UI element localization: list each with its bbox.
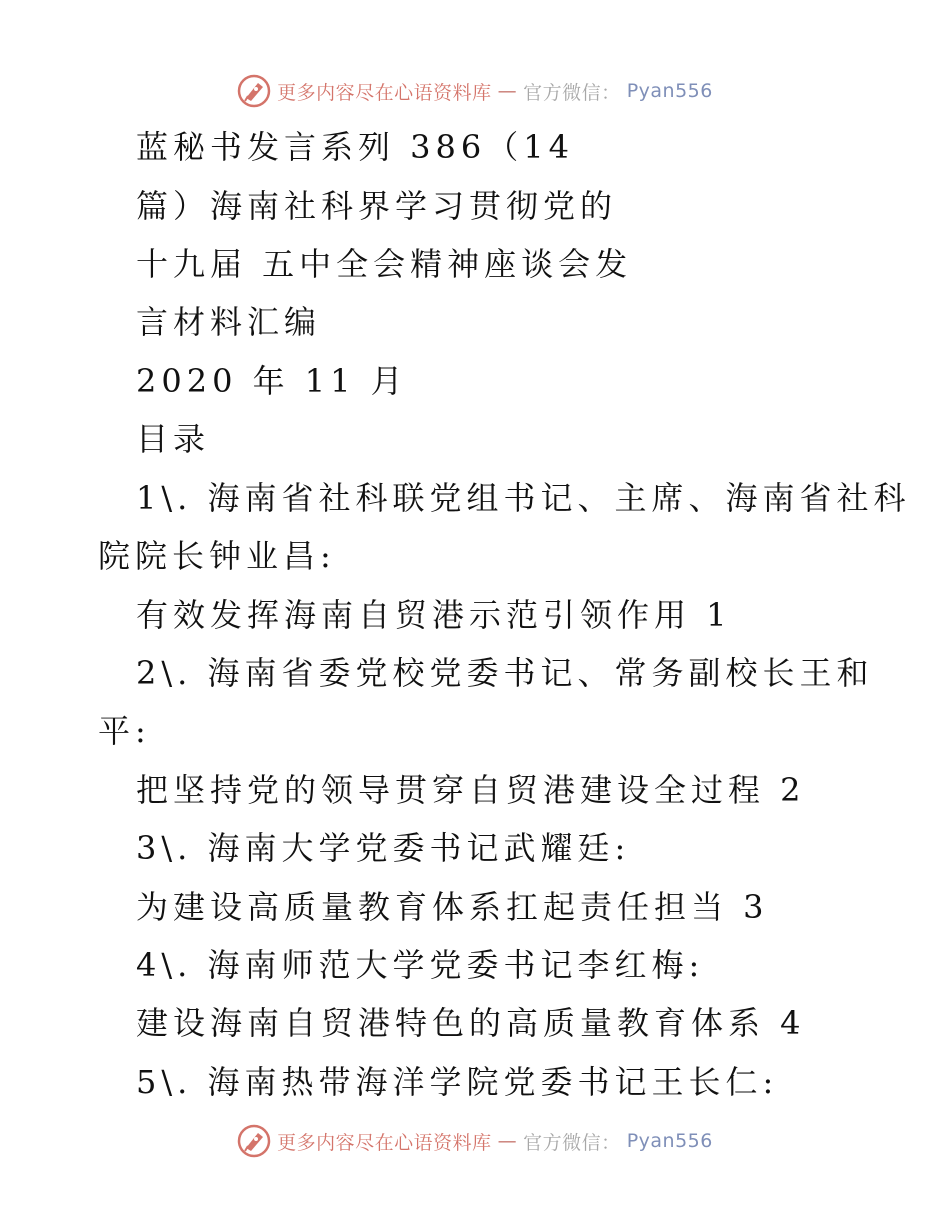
pen-nib-logo-icon [237, 74, 271, 108]
toc-item-4-topic: 建设海南自贸港特色的高质量教育体系 4 [136, 1004, 806, 1042]
toc-item-1-topic: 有效发挥海南自贸港示范引领作用 1 [136, 596, 732, 634]
watermark-footer [0, 1124, 950, 1158]
watermark-main-text: 更多内容尽在心语资料库 [277, 1131, 492, 1154]
watermark-wechat-id: Pyan556 [626, 1130, 713, 1152]
toc-item-3-speaker: 3\. 海南大学党委书记武耀廷: [136, 829, 631, 867]
toc-item-2-speaker-cont: 平: [98, 712, 151, 750]
toc-item-1-speaker: 1\. 海南省社科联党组书记、主席、海南省社科 [136, 479, 911, 517]
toc-heading: 目录 [136, 420, 211, 458]
watermark-header [0, 74, 950, 108]
watermark-dash: — [497, 80, 518, 102]
toc-item-2-speaker: 2\. 海南省委党校党委书记、常务副校长王和 [136, 654, 874, 692]
watermark-official-label: 官方微信： [523, 1131, 621, 1154]
doc-title-line-2: 篇）海南社科界学习贯彻党的 [136, 187, 618, 225]
watermark-official-label: 官方微信： [523, 81, 621, 104]
toc-item-3-topic: 为建设高质量教育体系扛起责任担当 3 [136, 888, 769, 926]
doc-date: 2020 年 11 月 [136, 362, 408, 400]
toc-item-4-speaker: 4\. 海南师范大学党委书记李红梅: [136, 946, 705, 984]
doc-title-line-4: 言材料汇编 [136, 303, 322, 341]
toc-item-2-topic: 把坚持党的领导贯穿自贸港建设全过程 2 [136, 771, 806, 809]
watermark-wechat-id: Pyan556 [626, 80, 713, 102]
doc-title-line-1: 蓝秘书发言系列 386（14 [136, 128, 574, 166]
watermark-main-text: 更多内容尽在心语资料库 [277, 81, 492, 104]
pen-nib-logo-icon [237, 1124, 271, 1158]
doc-title-line-3: 十九届 五中全会精神座谈会发 [136, 245, 633, 283]
toc-item-1-speaker-cont: 院院长钟业昌: [98, 537, 336, 575]
watermark-dash: — [497, 1130, 518, 1152]
toc-item-5-speaker: 5\. 海南热带海洋学院党委书记王长仁: [136, 1063, 779, 1101]
